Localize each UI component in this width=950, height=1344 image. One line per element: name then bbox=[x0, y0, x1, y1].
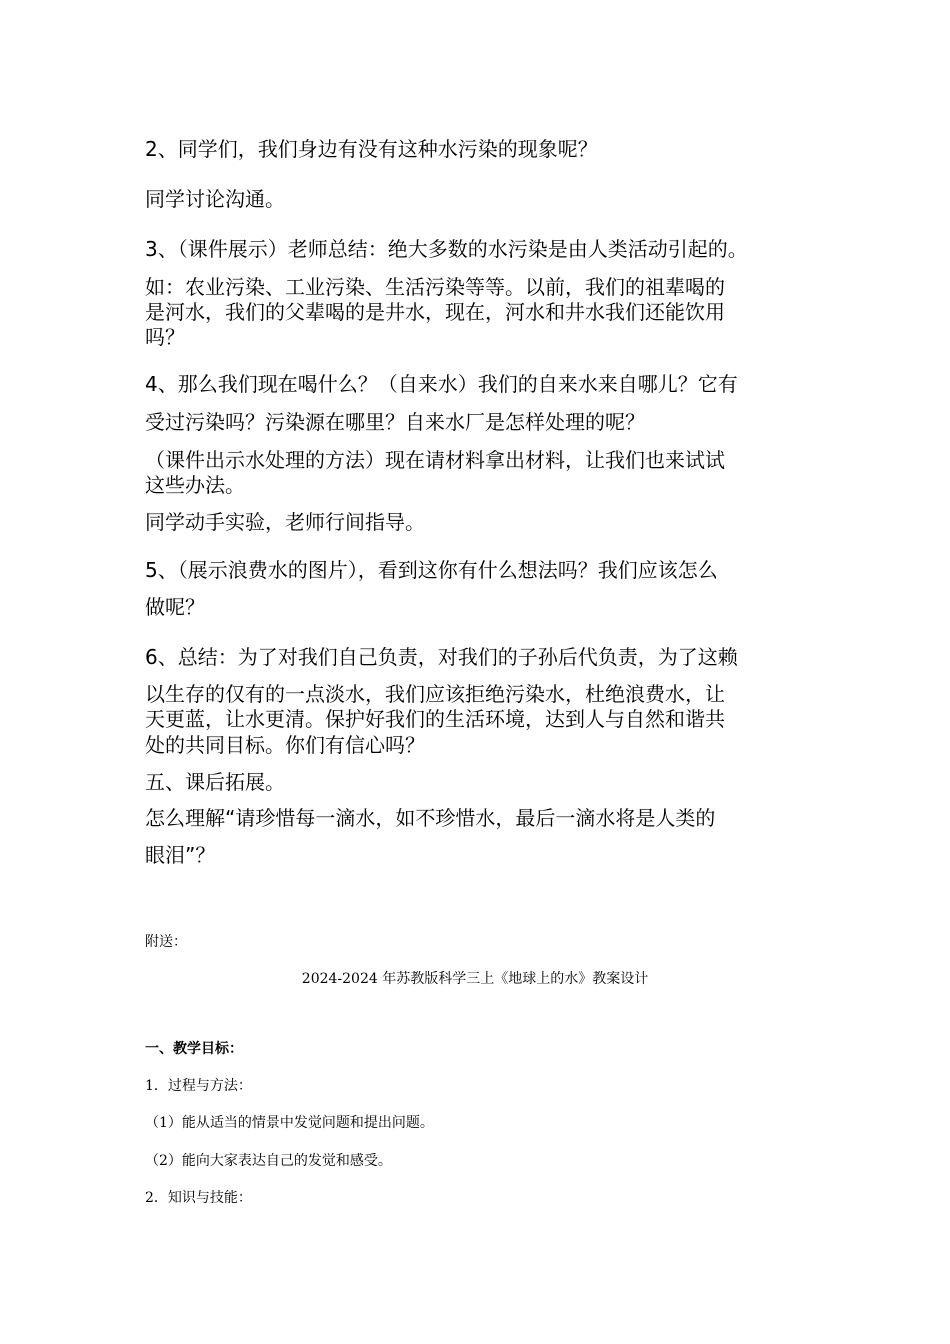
paragraph-6-line-2: 天更蓝，让水更清。保护好我们的生活环境，达到人与自然和谐共 bbox=[145, 707, 725, 731]
paragraph-6-line-3: 处的共同目标。你们有信心吗？ bbox=[145, 733, 425, 757]
section-5-heading: 五、课后拓展。 bbox=[145, 770, 285, 794]
paragraph-4-line-2: 受过污染吗？污染源在哪里？自来水厂是怎样处理的呢？ bbox=[145, 410, 645, 434]
goal-item-2: 2．知识与技能： bbox=[145, 1190, 252, 1206]
paragraph-4-cont-line-1: （课件出示水处理的方法）现在请材料拿出材料，让我们也来试试 bbox=[145, 448, 725, 472]
paragraph-4-response: 同学动手实验，老师行间指导。 bbox=[145, 510, 425, 534]
extension-line-2: 眼泪”？ bbox=[145, 843, 216, 867]
paragraph-3-line-2: 是河水，我们的父辈喝的是井水，现在，河水和井水我们还能饮用 bbox=[145, 300, 725, 324]
extension-line-1: 怎么理解“请珍惜每一滴水，如不珍惜水，最后一滴水将是人类的 bbox=[145, 806, 716, 830]
paragraph-5-line-1: 5、（展示浪费水的图片），看到这你有什么想法吗？我们应该怎么 bbox=[145, 558, 718, 582]
appendix-title: 2024-2024 年苏教版科学三上《地球上的水》教案设计 bbox=[301, 971, 649, 987]
teaching-goals-heading: 一、教学目标： bbox=[145, 1041, 243, 1057]
paragraph-5-line-2: 做呢？ bbox=[145, 595, 205, 619]
paragraph-2-response: 同学讨论沟通。 bbox=[145, 187, 285, 211]
paragraph-6-line-1: 以生存的仅有的一点淡水，我们应该拒绝污染水，杜绝浪费水，让 bbox=[145, 682, 725, 706]
goal-item-1: 1．过程与方法： bbox=[145, 1078, 252, 1094]
paragraph-3-line-3: 吗？ bbox=[145, 325, 185, 349]
paragraph-2: 2、同学们，我们身边有没有这种水污染的现象呢？ bbox=[145, 137, 598, 161]
paragraph-4-line-1: 4、那么我们现在喝什么？（自来水）我们的自来水来自哪儿？它有 bbox=[145, 372, 738, 396]
goal-item-1a: （1）能从适当的情景中发觉问题和提出问题。 bbox=[145, 1115, 434, 1131]
paragraph-3-line-1: 如：农业污染、工业污染、生活污染等等。以前，我们的祖辈喝的 bbox=[145, 275, 725, 299]
paragraph-6: 6、总结：为了对我们自己负责，对我们的子孙后代负责，为了这赖 bbox=[145, 645, 738, 669]
paragraph-3: 3、（课件展示）老师总结：绝大多数的水污染是由人类活动引起的。 bbox=[145, 237, 748, 261]
appendix-label: 附送： bbox=[145, 934, 187, 950]
goal-item-1b: （2）能向大家表达自己的发觉和感受。 bbox=[145, 1153, 392, 1169]
paragraph-4-cont-line-2: 这些办法。 bbox=[145, 473, 245, 497]
